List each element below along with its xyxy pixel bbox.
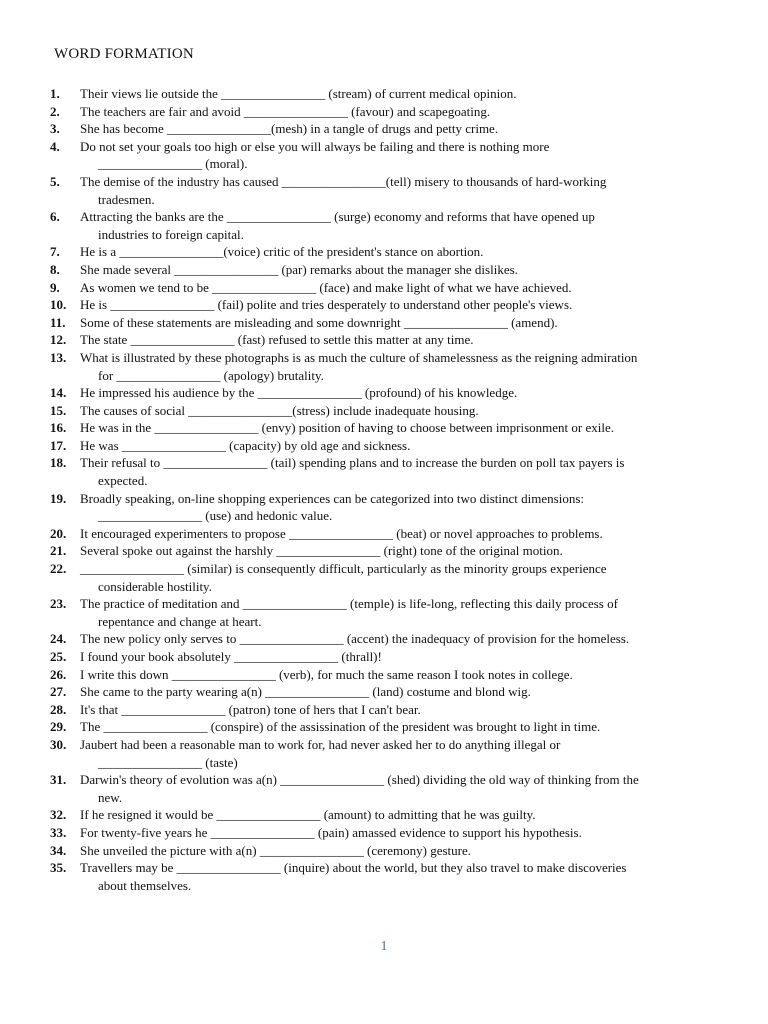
item-sentence: The demise of the industry has caused ________________(tell) misery to thousands of hard-working — [80, 173, 607, 189]
item-sentence: I found your book absolutely ________________ (thrall)! — [80, 649, 382, 664]
page-title: WORD FORMATION — [54, 46, 194, 62]
item-continuation: tradesmen. — [98, 191, 155, 207]
exercise-item — [50, 454, 730, 489]
item-sentence: Do not set your goals too high or else you will always be failing and there is nothing more — [80, 138, 550, 154]
exercise-item — [50, 419, 730, 437]
item-text — [80, 771, 730, 806]
item-text — [80, 683, 730, 701]
item-sentence: She unveiled the picture with a(n) ________________ (ceremony) gesture. — [80, 842, 471, 858]
item-sentence: The new policy only serves to ________________ (accent) the inadequacy of provision for the homeless. — [80, 631, 630, 647]
exercise-item — [50, 384, 730, 402]
item-number: 14. — [50, 385, 67, 401]
item-sentence: If he resigned it would be ________________ (amount) to admitting that he was guilty. — [80, 807, 536, 823]
exercise-item — [50, 314, 730, 332]
item-text — [80, 85, 730, 103]
exercise-item — [50, 542, 730, 560]
item-text — [80, 402, 730, 420]
exercise-item — [50, 173, 730, 208]
item-text — [80, 279, 730, 297]
item-sentence: It encouraged experimenters to propose ________________ (beat) or novel approaches to problems. — [80, 525, 603, 541]
item-text — [80, 120, 730, 138]
item-sentence: Travellers may be ________________ (inquire) about the world, but they also travel to make discoveries — [80, 860, 627, 876]
item-text — [80, 243, 730, 261]
item-text — [80, 542, 730, 560]
item-sentence: What is illustrated by these photographs is as much the culture of shamelessness as the reigning admiration — [80, 349, 638, 365]
exercise-item — [50, 842, 730, 860]
item-text — [80, 490, 730, 525]
item-number: 12. — [50, 332, 67, 348]
item-number: 17. — [50, 437, 67, 453]
item-text — [80, 454, 730, 489]
item-continuation: industries to foreign capital. — [98, 226, 244, 242]
item-sentence: Their views lie outside the ________________ (stream) of current medical opinion. — [80, 86, 517, 101]
exercise-item — [50, 771, 730, 806]
item-number: 7. — [50, 244, 60, 260]
item-sentence: I write this down ________________ (verb), for much the same reason I took notes in college. — [80, 666, 573, 682]
exercise-item — [50, 824, 730, 842]
exercise-item — [50, 525, 730, 543]
item-number: 31. — [50, 772, 67, 788]
item-text — [80, 173, 730, 208]
item-sentence: Jaubert had been a reasonable man to work for, had never asked her to do anything illegal or — [80, 736, 561, 752]
item-text — [80, 437, 730, 455]
item-text — [80, 349, 730, 384]
item-number: 9. — [50, 279, 60, 295]
exercise-item — [50, 560, 730, 595]
item-number: 34. — [50, 842, 67, 858]
item-number: 2. — [50, 103, 60, 119]
item-number: 27. — [50, 684, 67, 700]
exercise-item — [50, 402, 730, 420]
item-number: 3. — [50, 121, 60, 137]
item-number: 24. — [50, 631, 67, 647]
item-text — [80, 859, 730, 894]
item-text — [80, 595, 730, 630]
item-number: 8. — [50, 261, 60, 277]
item-sentence: She made several ________________ (par) remarks about the manager she dislikes. — [80, 261, 518, 277]
item-text — [80, 261, 730, 279]
item-number: 22. — [50, 561, 67, 577]
item-text — [80, 736, 730, 771]
item-text — [80, 525, 730, 543]
item-sentence: She came to the party wearing a(n) ________________ (land) costume and blond wig. — [80, 684, 531, 700]
exercise-item — [50, 120, 730, 138]
item-text — [80, 806, 730, 824]
item-number: 35. — [50, 860, 67, 876]
item-sentence: Some of these statements are misleading and some downright ________________ (amend). — [80, 314, 558, 330]
exercise-item — [50, 279, 730, 297]
exercise-item — [50, 701, 730, 719]
item-text — [80, 208, 730, 243]
item-text — [80, 824, 730, 842]
item-sentence: He impressed his audience by the ________________ (profound) of his knowledge. — [80, 385, 518, 401]
item-continuation: repentance and change at heart. — [98, 613, 262, 629]
item-number: 28. — [50, 701, 67, 717]
exercise-item — [50, 138, 730, 173]
exercise-item — [50, 243, 730, 261]
item-number: 11. — [50, 314, 66, 330]
item-continuation: considerable hostility. — [98, 578, 212, 594]
item-number: 15. — [50, 402, 67, 418]
item-sentence: The ________________ (conspire) of the assissination of the president was brought to light in time. — [80, 719, 601, 735]
item-sentence: She has become ________________(mesh) in a tangle of drugs and petty crime. — [80, 121, 499, 137]
item-number: 23. — [50, 596, 67, 612]
item-number: 25. — [50, 649, 67, 664]
item-text — [80, 648, 730, 666]
item-sentence: For twenty-five years he ________________ (pain) amassed evidence to support his hypothesis. — [80, 824, 582, 840]
item-continuation: about themselves. — [98, 877, 192, 893]
item-text — [80, 138, 730, 173]
exercise-item — [50, 736, 730, 771]
item-sentence: Several spoke out against the harshly ________________ (right) tone of the original motion. — [80, 543, 563, 559]
item-sentence: He is ________________ (fail) polite and tries desperately to understand other people's views. — [80, 297, 573, 313]
item-number: 5. — [50, 173, 60, 189]
item-number: 13. — [50, 349, 67, 365]
item-number: 21. — [50, 543, 67, 559]
item-sentence: As women we tend to be ________________ (face) and make light of what we have achieved. — [80, 279, 572, 295]
item-sentence: He was in the ________________ (envy) position of having to choose between imprisonment or exile. — [80, 420, 614, 436]
item-number: 26. — [50, 666, 67, 682]
exercise-item — [50, 490, 730, 525]
item-text — [80, 314, 730, 332]
item-continuation: for ________________ (apology) brutality. — [98, 367, 324, 383]
item-number: 18. — [50, 455, 67, 471]
item-sentence: The state ________________ (fast) refused to settle this matter at any time. — [80, 332, 474, 348]
item-number: 16. — [50, 420, 67, 436]
exercise-item — [50, 718, 730, 736]
item-sentence: Darwin's theory of evolution was a(n) ________________ (shed) dividing the old way of thinking from the — [80, 772, 639, 788]
item-text — [80, 842, 730, 860]
item-text — [80, 419, 730, 437]
exercise-list — [50, 85, 730, 894]
exercise-item — [50, 595, 730, 630]
item-text — [80, 331, 730, 349]
item-sentence: He is a ________________(voice) critic of the president's stance on abortion. — [80, 244, 484, 260]
item-number: 6. — [50, 209, 60, 225]
item-text — [80, 701, 730, 719]
item-number: 33. — [50, 824, 67, 840]
exercise-item — [50, 349, 730, 384]
item-number: 4. — [50, 138, 60, 154]
exercise-item — [50, 331, 730, 349]
item-sentence: The causes of social ________________(stress) include inadequate housing. — [80, 402, 479, 418]
exercise-item — [50, 208, 730, 243]
item-text — [80, 718, 730, 736]
exercise-item — [50, 296, 730, 314]
item-sentence: ________________ (similar) is consequently difficult, particularly as the minority groups experience — [80, 561, 607, 577]
page-number: 1 — [380, 939, 388, 954]
exercise-item — [50, 437, 730, 455]
item-text — [80, 296, 730, 314]
item-sentence: He was ________________ (capacity) by old age and sickness. — [80, 437, 411, 453]
item-sentence: Their refusal to ________________ (tail) spending plans and to increase the burden on poll tax payers is — [80, 455, 625, 471]
item-number: 29. — [50, 719, 67, 735]
item-number: 19. — [50, 490, 67, 506]
exercise-item — [50, 806, 730, 824]
item-continuation: new. — [98, 789, 123, 805]
exercise-item — [50, 630, 730, 648]
exercise-item — [50, 261, 730, 279]
item-sentence: Attracting the banks are the ________________ (surge) economy and reforms that have opened up — [80, 209, 595, 225]
item-continuation: ________________ (taste) — [98, 754, 238, 770]
item-continuation: expected. — [98, 473, 148, 489]
item-text — [80, 630, 730, 648]
item-continuation: ________________ (use) and hedonic value. — [98, 508, 333, 524]
item-text — [80, 103, 730, 121]
item-text — [80, 560, 730, 595]
item-number: 32. — [50, 807, 67, 823]
item-text — [80, 384, 730, 402]
item-sentence: It's that ________________ (patron) tone of hers that I can't bear. — [80, 701, 421, 717]
item-number: 10. — [50, 297, 67, 313]
item-sentence: The teachers are fair and avoid ________________ (favour) and scapegoating. — [80, 103, 491, 119]
exercise-item — [50, 85, 730, 103]
exercise-item — [50, 103, 730, 121]
item-continuation: ________________ (moral). — [98, 156, 248, 172]
item-sentence: The practice of meditation and ________________ (temple) is life-long, reflecting this daily process of — [80, 596, 618, 612]
exercise-item — [50, 666, 730, 684]
exercise-item — [50, 648, 730, 666]
item-number: 20. — [50, 525, 67, 541]
item-number: 1. — [50, 86, 60, 101]
item-number: 30. — [50, 736, 67, 752]
exercise-item — [50, 859, 730, 894]
exercise-item — [50, 683, 730, 701]
item-text — [80, 666, 730, 684]
item-sentence: Broadly speaking, on-line shopping experiences can be categorized into two distinct dimensions: — [80, 490, 584, 506]
